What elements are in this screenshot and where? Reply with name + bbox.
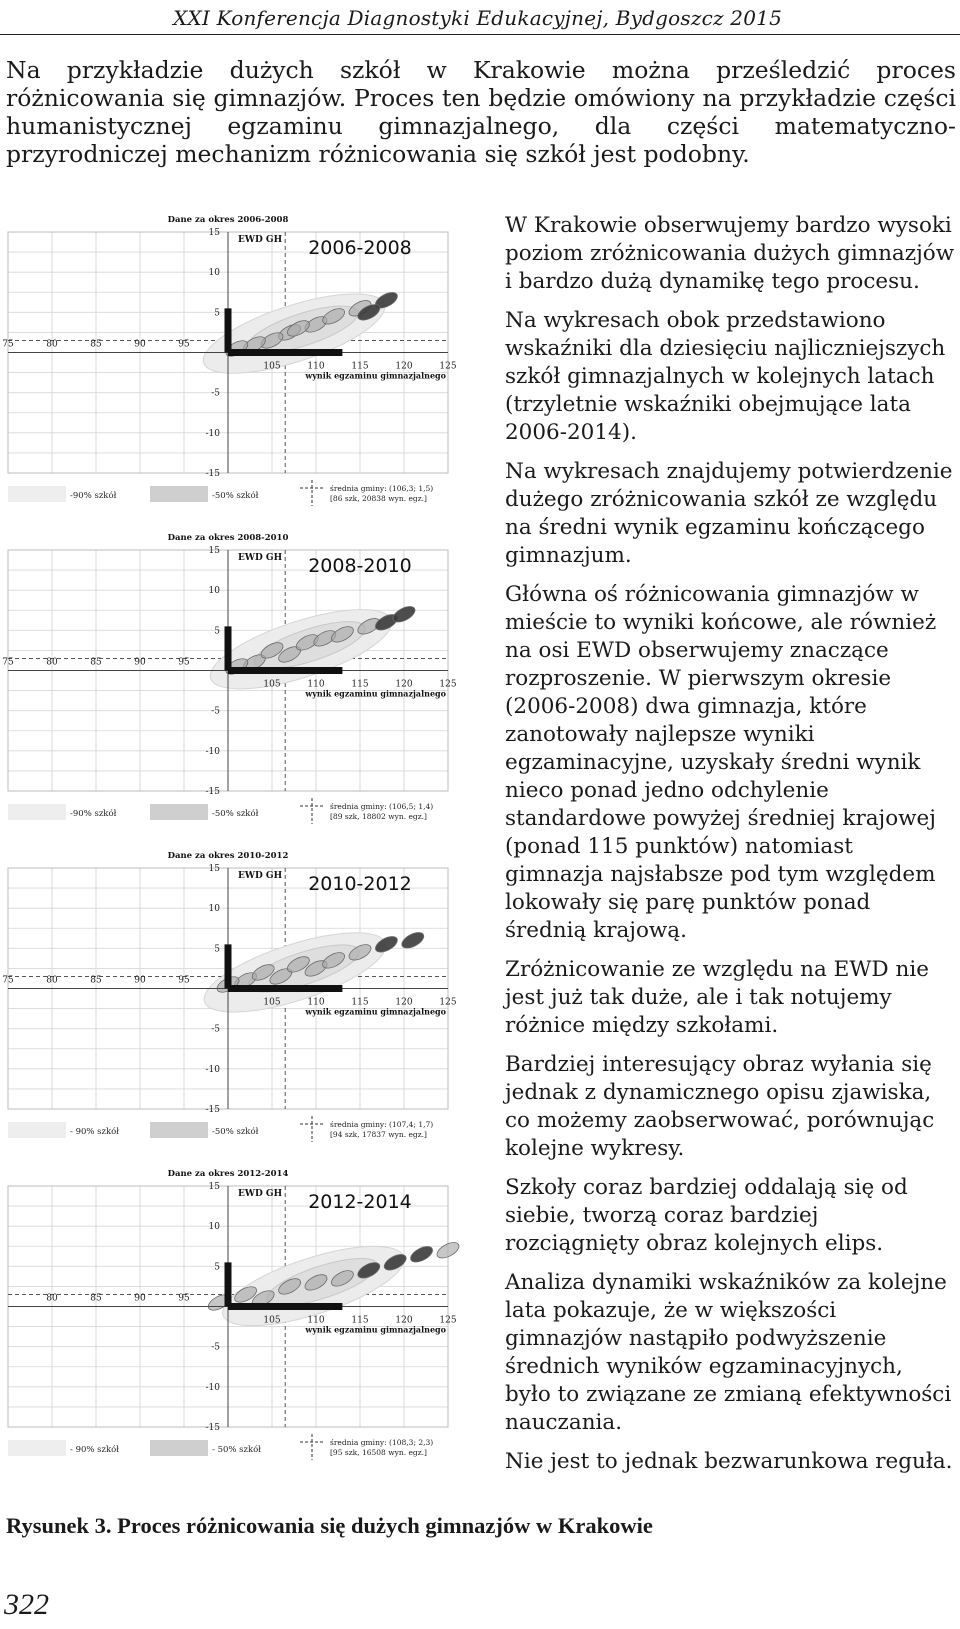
y-tick-label: 15	[208, 546, 220, 556]
chart-title: Dane za okres 2010-2012	[167, 851, 289, 861]
x-tick-label: 90	[134, 1293, 146, 1304]
y-tick-label: 5	[214, 308, 220, 319]
side-paragraph: Główna oś różnicowania gimnazjów w mieście to wyniki końcowe, ale również na osi EWD obserwujemy znaczące rozproszenie. W pierwszym okresie (2006-2008) dwa gimnazja, które zanotowały najlepsze wyniki egzaminacyjne, uzyskały średni wynik nieco ponad jedno odchylenie standardowe powyżej średniej krajowej (ponad 115 punktów) natomiast gimnazja najsłabsze pod tym względem lokowały się parę punktów ponad średnią krajową.	[505, 582, 937, 943]
x-tick-label: 80	[46, 975, 58, 986]
y-axis-label: EWD GH	[238, 871, 283, 881]
note-mean: średnia gminy: (108,3; 2,3)	[330, 1438, 434, 1447]
side-column	[505, 212, 955, 1487]
x-tick-label: 115	[351, 1315, 369, 1326]
y-axis-label: EWD GH	[238, 235, 283, 245]
note-counts: [94 szk, 17837 wyn. egz.]	[330, 1130, 427, 1139]
period-label: 2006-2008	[308, 237, 412, 259]
y-tick-label: -5	[211, 1024, 220, 1035]
x-tick-label: 115	[351, 997, 369, 1008]
x-tick-label: 105	[263, 361, 281, 372]
x-tick-label: 120	[395, 1315, 413, 1326]
x-axis-label: wynik egzaminu gimnazjalnego	[305, 370, 446, 381]
y-tick-label: 15	[208, 1182, 220, 1192]
x-tick-label: 95	[178, 339, 190, 350]
y-tick-label: 10	[208, 268, 220, 279]
y-tick-label: 10	[208, 586, 220, 597]
chart-2	[0, 526, 490, 836]
y-tick-label: -10	[205, 1382, 220, 1393]
x-tick-label: 120	[395, 361, 413, 372]
x-tick-label: 85	[90, 657, 102, 668]
period-label: 2012-2014	[308, 1191, 412, 1213]
x-tick-label: 110	[307, 1315, 325, 1326]
side-paragraph: Na wykresach znajdujemy potwierdzenie dużego zróżnicowania szkół ze względu na średni wynik egzaminu kończącego gimnazjum.	[505, 459, 953, 568]
x-tick-label: 115	[351, 361, 369, 372]
chart-svg	[0, 1162, 490, 1472]
x-tick-label: 105	[263, 679, 281, 690]
header-rule	[0, 34, 960, 35]
x-tick-label: 120	[395, 997, 413, 1008]
x-tick-label: 90	[134, 657, 146, 668]
side-paragraph: Nie jest to jednak bezwarunkowa reguła.	[505, 1449, 953, 1474]
x-tick-label: 80	[46, 339, 58, 350]
x-tick-label: 90	[134, 975, 146, 986]
x-tick-label: 125	[439, 361, 457, 372]
x-tick-label: 95	[178, 657, 190, 668]
x-tick-label: 125	[439, 1315, 457, 1326]
chart-svg	[0, 208, 490, 518]
y-axis-label: EWD GH	[238, 553, 283, 563]
x-tick-label: 95	[178, 1293, 190, 1304]
legend-label-50: -50% szkół	[212, 809, 259, 819]
y-tick-label: -15	[205, 1423, 220, 1433]
y-tick-label: 5	[214, 1262, 220, 1273]
note-mean: średnia gminy: (106,3; 1,5)	[330, 484, 434, 493]
chart-svg	[0, 844, 490, 1154]
x-tick-label: 85	[90, 1293, 102, 1304]
legend-swatch-50	[150, 486, 208, 502]
legend-label-50: -50% szkół	[212, 491, 259, 501]
x-tick-label: 80	[46, 657, 58, 668]
y-tick-label: -5	[211, 1342, 220, 1353]
x-tick-label: 105	[263, 997, 281, 1008]
x-axis-label: wynik egzaminu gimnazjalnego	[305, 1324, 446, 1335]
y-tick-label: 15	[208, 228, 220, 238]
conference-title: XXI Konferencja Diagnostyki Edukacyjnej, Bydgoszcz 2015	[173, 6, 782, 30]
period-label: 2008-2010	[308, 555, 412, 577]
y-tick-label: 15	[208, 864, 220, 874]
x-tick-label: 75	[2, 975, 14, 986]
chart-3	[0, 844, 490, 1154]
page-number: 322	[4, 1588, 49, 1621]
x-tick-label: 115	[351, 679, 369, 690]
y-tick-label: 5	[214, 626, 220, 637]
legend-label-50: - 50% szkół	[212, 1445, 262, 1455]
legend-label-50: -50% szkół	[212, 1127, 259, 1137]
note-counts: [89 szk, 18802 wyn. egz.]	[330, 812, 427, 821]
period-label: 2010-2012	[308, 873, 412, 895]
y-tick-label: 10	[208, 904, 220, 915]
note-mean: średnia gminy: (106,5; 1,4)	[330, 802, 434, 811]
note-counts: [95 szk, 16508 wyn. egz.]	[330, 1448, 427, 1457]
x-tick-label: 75	[2, 339, 14, 350]
x-tick-label: 125	[439, 679, 457, 690]
x-axis-label: wynik egzaminu gimnazjalnego	[305, 688, 446, 699]
side-paragraph: Na wykresach obok przedstawiono wskaźniki dla dziesięciu najliczniejszych szkół gimnazjalnych w kolejnych latach (trzyletnie wskaźniki obejmujące lata 2006-2014).	[505, 308, 946, 445]
y-tick-label: -10	[205, 428, 220, 439]
y-axis-label: EWD GH	[238, 1189, 283, 1199]
y-tick-label: -10	[205, 1064, 220, 1075]
legend-swatch-90	[8, 804, 66, 820]
x-tick-label: 120	[395, 679, 413, 690]
y-tick-label: 10	[208, 1222, 220, 1233]
x-tick-label: 95	[178, 975, 190, 986]
y-tick-label: -15	[205, 787, 220, 797]
x-tick-label: 75	[2, 657, 14, 668]
chart-svg	[0, 526, 490, 836]
x-tick-label: 85	[90, 339, 102, 350]
y-tick-label: 5	[214, 944, 220, 955]
legend-label-90: -90% szkół	[70, 809, 117, 819]
side-paragraph: Zróżnicowanie ze względu na EWD nie jest już tak duże, ale i tak notujemy różnice między szkołami.	[505, 957, 929, 1038]
note-mean: średnia gminy: (107,4; 1,7)	[330, 1120, 434, 1129]
x-tick-label: 85	[90, 975, 102, 986]
x-tick-label: 90	[134, 339, 146, 350]
figure-caption: Rysunek 3. Proces różnicowania się dużych gimnazjów w Krakowie	[6, 1513, 653, 1538]
chart-1	[0, 208, 490, 518]
legend-label-90: - 90% szkół	[70, 1127, 120, 1137]
legend-label-90: - 90% szkół	[70, 1445, 120, 1455]
chart-4	[0, 1162, 490, 1472]
legend-swatch-90	[8, 1122, 66, 1138]
intro-paragraph: Na przykładzie dużych szkół w Krakowie można prześledzić proces różnicowania się gimnazjów. Proces ten będzie omówiony na przykładzie części humanistycznej egzaminu gimnazjalnego, dla części matematyczno-przyrodniczej mechanizm różnicowania się szkół jest podobny.	[6, 56, 956, 168]
x-tick-label: 80	[46, 1293, 58, 1304]
x-tick-label: 125	[439, 997, 457, 1008]
legend-swatch-90	[8, 1440, 66, 1456]
chart-title: Dane za okres 2012-2014	[167, 1169, 289, 1179]
x-axis-label: wynik egzaminu gimnazjalnego	[305, 1006, 446, 1017]
x-tick-label: 110	[307, 679, 325, 690]
legend-label-90: -90% szkół	[70, 491, 117, 501]
y-tick-label: -15	[205, 1105, 220, 1115]
side-paragraph: Analiza dynamiki wskaźników za kolejne lata pokazuje, że w większości gimnazjów nastąpiło podwyższenie średnich wyników egzaminacyjnych, było to związane ze zmianą efektywności nauczania.	[505, 1270, 952, 1435]
chart-title: Dane za okres 2008-2010	[167, 533, 289, 543]
side-paragraph: Szkoły coraz bardziej oddalają się od siebie, tworzą coraz bardziej rozciągnięty obraz kolejnych elips.	[505, 1175, 908, 1256]
y-tick-label: -5	[211, 388, 220, 399]
legend-swatch-50	[150, 1440, 208, 1456]
note-counts: [86 szk, 20838 wyn. egz.]	[330, 494, 427, 503]
side-paragraph: W Krakowie obserwujemy bardzo wysoki poziom zróżnicowania dużych gimnazjów i bardzo dużą dynamikę tego procesu.	[505, 213, 955, 294]
x-tick-label: 110	[307, 361, 325, 372]
x-tick-label: 105	[263, 1315, 281, 1326]
y-tick-label: -5	[211, 706, 220, 717]
chart-title: Dane za okres 2006-2008	[167, 215, 289, 225]
y-tick-label: -15	[205, 469, 220, 479]
figure-charts	[0, 208, 490, 1498]
running-header	[0, 0, 960, 36]
legend-swatch-50	[150, 1122, 208, 1138]
side-paragraph: Bardziej interesujący obraz wyłania się jednak z dynamicznego opisu zjawiska, co możemy zaobserwować, porównując kolejne wykresy.	[505, 1052, 935, 1161]
x-tick-label: 110	[307, 997, 325, 1008]
y-tick-label: -10	[205, 746, 220, 757]
legend-swatch-90	[8, 486, 66, 502]
legend-swatch-50	[150, 804, 208, 820]
